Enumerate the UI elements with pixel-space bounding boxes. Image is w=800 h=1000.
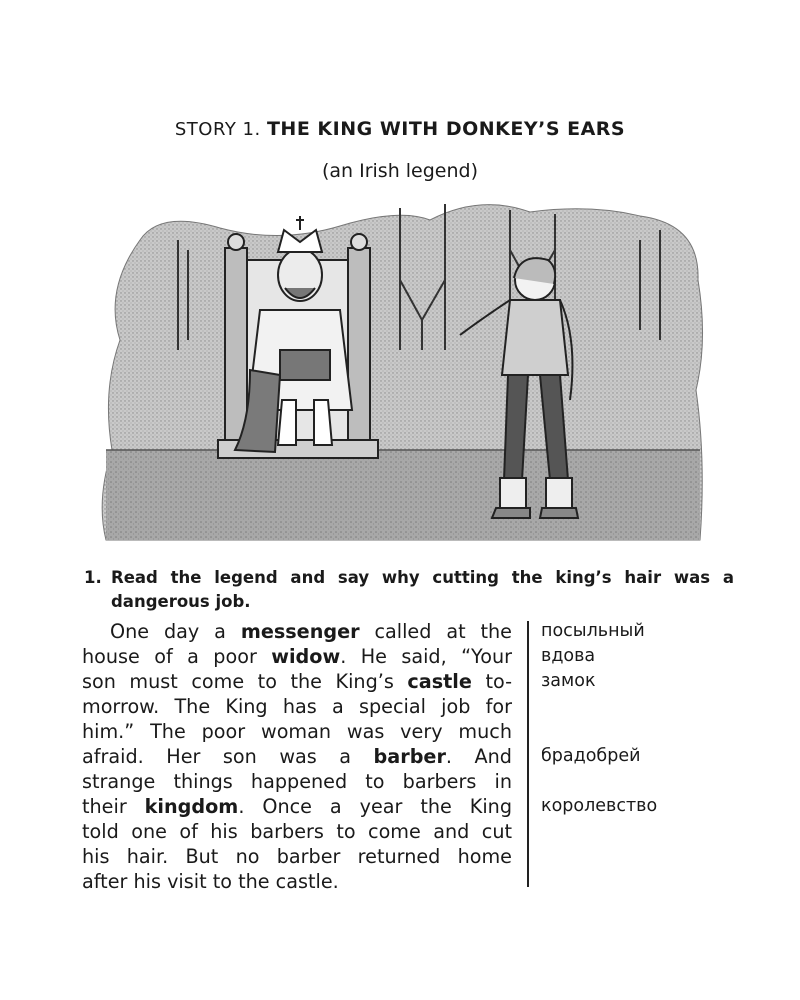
vocab-word: messenger [240, 620, 360, 643]
story-fragment: morrow. The King has a special job for [82, 695, 512, 718]
story-title [0, 118, 800, 140]
gloss-widow: вдова [541, 646, 596, 666]
gloss-castle: замок [541, 671, 596, 691]
king-and-barber-illustration [100, 200, 710, 545]
story-fragment: . He said, “Your [340, 645, 512, 668]
story-fragment: . And [445, 745, 512, 768]
task-number: 1. [84, 568, 102, 587]
story-line [82, 869, 512, 894]
column-divider [527, 621, 529, 887]
story-fragment: told one of his barbers to come and cut [82, 820, 512, 843]
story-line [82, 719, 512, 744]
task-instruction [84, 566, 734, 614]
story-line [82, 669, 512, 694]
story-fragment: . Once a year the King [238, 795, 512, 818]
story-fragment: his hair. But no barber returned home [82, 845, 512, 868]
vocab-word: barber [373, 745, 446, 768]
story-fragment: strange things happened to barbers in [82, 770, 512, 793]
story-fragment: house of a poor [82, 645, 272, 668]
gloss-kingdom: королевство [541, 796, 658, 816]
story-fragment: called at the [359, 620, 512, 643]
story-line [82, 819, 512, 844]
story-fragment: him.” The poor woman was very much [82, 720, 512, 743]
story-line [82, 744, 512, 769]
story-line [82, 644, 512, 669]
vocab-word: castle [407, 670, 472, 693]
vocab-word: widow [271, 645, 341, 668]
story-line [82, 694, 512, 719]
story-label: STORY 1. [174, 119, 261, 140]
story-line [82, 794, 512, 819]
story-fragment: their [82, 795, 145, 818]
story-fragment: afraid. Her son was a [82, 745, 374, 768]
floor [106, 450, 700, 540]
story-line [82, 769, 512, 794]
story-subtitle: (an Irish legend) [321, 160, 479, 182]
gloss-messenger: посыльный [541, 621, 645, 641]
story-text [82, 619, 512, 894]
vocab-word: kingdom [144, 795, 239, 818]
gloss-barber: брадобрей [541, 746, 641, 766]
story-fragment: One day a [110, 620, 241, 643]
story-line [82, 619, 512, 644]
story-fragment: after his visit to the castle. [82, 870, 339, 893]
title-text: THE KING WITH DONKEY’S EARS [266, 118, 626, 140]
task-text: Read the legend and say why cutting the king’s hair was a dangerous job. [111, 568, 734, 611]
story-line [82, 844, 512, 869]
story-fragment: to- [471, 670, 512, 693]
story-fragment: son must come to the King’s [82, 670, 408, 693]
